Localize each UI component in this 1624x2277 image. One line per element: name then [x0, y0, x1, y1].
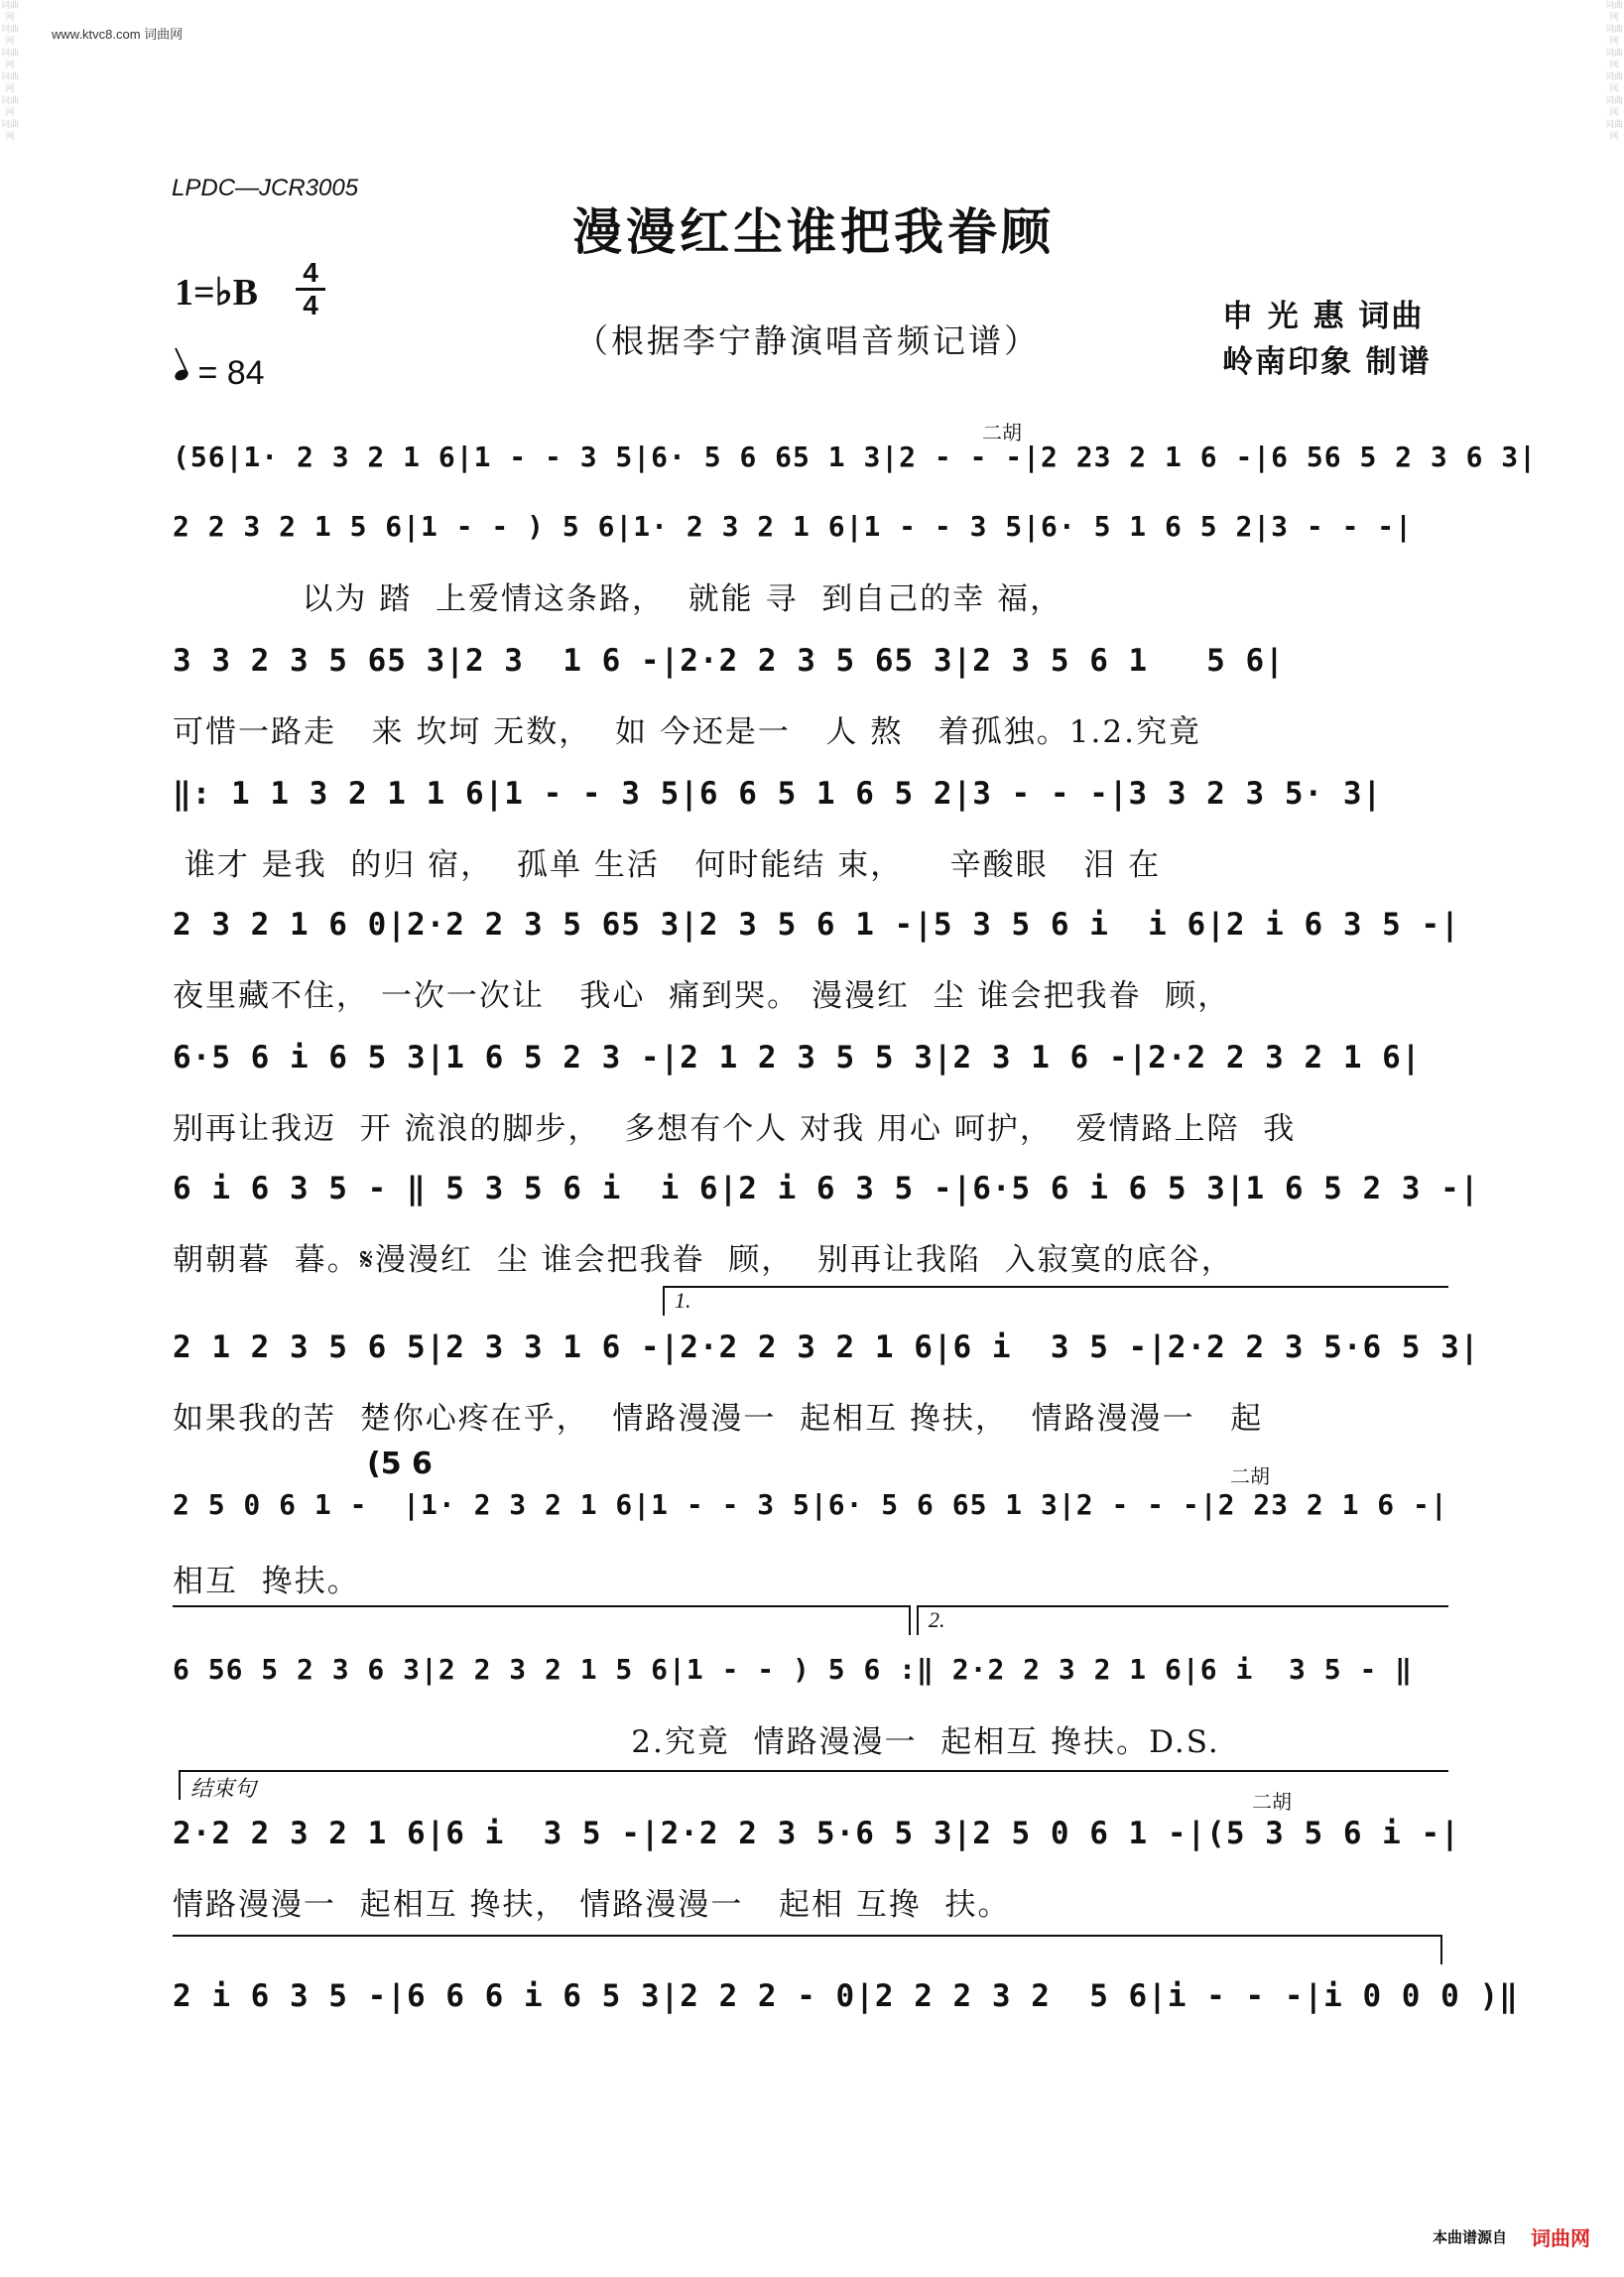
watermark-text: 词曲网	[1604, 72, 1623, 94]
tempo-marking	[175, 354, 265, 393]
music-line-4: ‖: 1 1 3 2 1 1 6|1 - - 3 5|6 6 5 1 6 5 2|3 - - -|3 3 2 3 5· 3|	[173, 776, 1383, 812]
music-line-2: 2 2 3 2 1 5 6|1 - - ) 5 6|1· 2 3 2 1 6|1 - - 3 5|6· 5 1 6 5 2|3 - - -|	[173, 510, 1414, 543]
music-line-3: 3 3 2 3 5 65 3|2 3 1 6 -|2·2 2 3 5 65 3|2 3 5 6 1 5 6|	[173, 643, 1285, 679]
volta-bracket-1	[663, 1286, 1448, 1316]
time-signature	[296, 257, 325, 320]
music-line-7: 6 i 6 3 5 - ‖ 5 3 5 6 i i 6|2 i 6 3 5 -|6·5 6 i 6 5 3|1 6 5 2 3 -|	[173, 1171, 1480, 1206]
lyric-line-4: 谁才 是我 的归 宿， 孤单 生活 何时能结 束， 辛酸眼 泪 在	[173, 847, 1162, 883]
volta-label-1: 1.	[675, 1288, 691, 1313]
music-line-1: (56|1· 2 3 2 1 6|1 - - 3 5|6· 5 6 65 1 3|2 - - -|2 23 2 1 6 -|6 56 5 2 3 6 3|	[173, 441, 1538, 473]
first-ending-line	[173, 1605, 911, 1635]
key-signature: 1=♭B	[175, 272, 258, 314]
watermark-text: 词曲网	[0, 49, 19, 70]
footer-brand-link[interactable]: 词曲网	[1531, 2226, 1590, 2250]
lyric-line-7: 朝朝暮 暮。𝄋漫漫红 尘 谁会把我眷 顾， 别再让我陷 入寂寞的底谷，	[173, 1242, 1234, 1278]
meter-top: 4	[303, 257, 318, 288]
song-title: 漫漫红尘谁把我眷顾	[572, 202, 1055, 261]
ending-label: 结束句	[190, 1776, 257, 1801]
watermark-text: 词曲网	[0, 25, 19, 47]
watermark-text: 词曲网	[1604, 120, 1623, 142]
erhu-mark-3: 二胡	[1252, 1790, 1292, 1814]
final-line	[173, 1935, 1442, 1964]
watermark-text: 词曲网	[0, 72, 19, 94]
tempo-value: = 84	[197, 354, 265, 392]
watermark-text: 词曲网	[1604, 49, 1623, 70]
erhu-mark-2: 二胡	[1230, 1464, 1270, 1488]
catalog-code: LPDC—JCR3005	[172, 175, 359, 201]
watermark-text: 词曲网	[0, 96, 19, 118]
credit-composer: 申 光 惠 词曲	[1222, 299, 1425, 334]
music-line-5: 2 3 2 1 6 0|2·2 2 3 5 65 3|2 3 5 6 1 -|5 3 5 6 i i 6|2 i 6 3 5 -|	[173, 907, 1460, 943]
music-line-8: 2 1 2 3 5 6 5|2 3 3 1 6 -|2·2 2 3 2 1 6|6 i 3 5 -|2·2 2 3 5·6 5 3|	[173, 1329, 1480, 1365]
lyric-line-6: 别再让我迈 开 流浪的脚步， 多想有个人 对我 用心 呵护， 爱情路上陪 我	[173, 1111, 1297, 1147]
music-line-11: 2·2 2 3 2 1 6|6 i 3 5 -|2·2 2 3 5·6 5 3|2 5 0 6 1 -|(5 3 5 6 i -|	[173, 1816, 1460, 1851]
lyric-line-5: 夜里藏不住， 一次一次让 我心 痛到哭。 漫漫红 尘 谁会把我眷 顾，	[173, 978, 1231, 1014]
credit-arranger: 岭南印象 制谱	[1222, 344, 1432, 380]
lyric-line-9: 相互 搀扶。	[173, 1564, 360, 1599]
volta-label-2: 2.	[929, 1607, 945, 1632]
watermark-text: 词曲网	[1604, 1, 1623, 23]
music-line-10: 6 56 5 2 3 6 3|2 2 3 2 1 5 6|1 - - ) 5 6 :‖ 2·2 2 3 2 1 6|6 i 3 5 - ‖	[173, 1653, 1414, 1686]
credits	[1222, 294, 1432, 385]
lyric-line-3: 可惜一路走 来 坎坷 无数， 如 今还是一 人 熬 着孤独。1.2.究竟	[173, 714, 1201, 750]
music-line-9: 2 5 0 6 1 - |1· 2 3 2 1 6|1 - - 3 5|6· 5 6 65 1 3|2 - - -|2 23 2 1 6 -|	[173, 1488, 1448, 1521]
pickup-notes: (5 6	[367, 1447, 433, 1481]
lyric-line-10: 2.究竟 情路漫漫一 起相互 搀扶。D.S.	[173, 1724, 1220, 1760]
footer-source: 本曲谱源自	[1432, 2228, 1507, 2246]
site-url[interactable]: www.ktvc8.com 词曲网	[52, 27, 184, 42]
watermark-strip-left	[0, 0, 20, 2277]
watermark-text: 词曲网	[1604, 25, 1623, 47]
watermark-text: 词曲网	[1604, 96, 1623, 118]
quarter-note-icon	[174, 368, 190, 383]
erhu-mark: 二胡	[982, 421, 1022, 444]
lyric-line-11: 情路漫漫一 起相互 搀扶， 情路漫漫一 起相 互搀 扶。	[173, 1887, 1011, 1923]
lyric-line-2: 以为 踏 上爱情这条路， 就能 寻 到自己的幸 福，	[173, 581, 1063, 617]
meter-bottom: 4	[303, 290, 318, 320]
watermark-strip-right	[1604, 0, 1624, 2277]
music-line-6: 6·5 6 i 6 5 3|1 6 5 2 3 -|2 1 2 3 5 5 3|2 3 1 6 -|2·2 2 3 2 1 6|	[173, 1040, 1422, 1075]
volta-bracket-2	[917, 1605, 1448, 1635]
music-line-12: 2 i 6 3 5 -|6 6 6 i 6 5 3|2 2 2 - 0|2 2 2 3 2 5 6|i - - -|i 0 0 0 )‖	[173, 1978, 1519, 2014]
subtitle: （根据李宁静演唱音频记谱）	[575, 321, 1040, 360]
watermark-text: 词曲网	[0, 120, 19, 142]
watermark-text: 词曲网	[0, 1, 19, 23]
lyric-line-8: 如果我的苦 楚你心疼在乎， 情路漫漫一 起相互 搀扶， 情路漫漫一 起	[173, 1401, 1264, 1437]
